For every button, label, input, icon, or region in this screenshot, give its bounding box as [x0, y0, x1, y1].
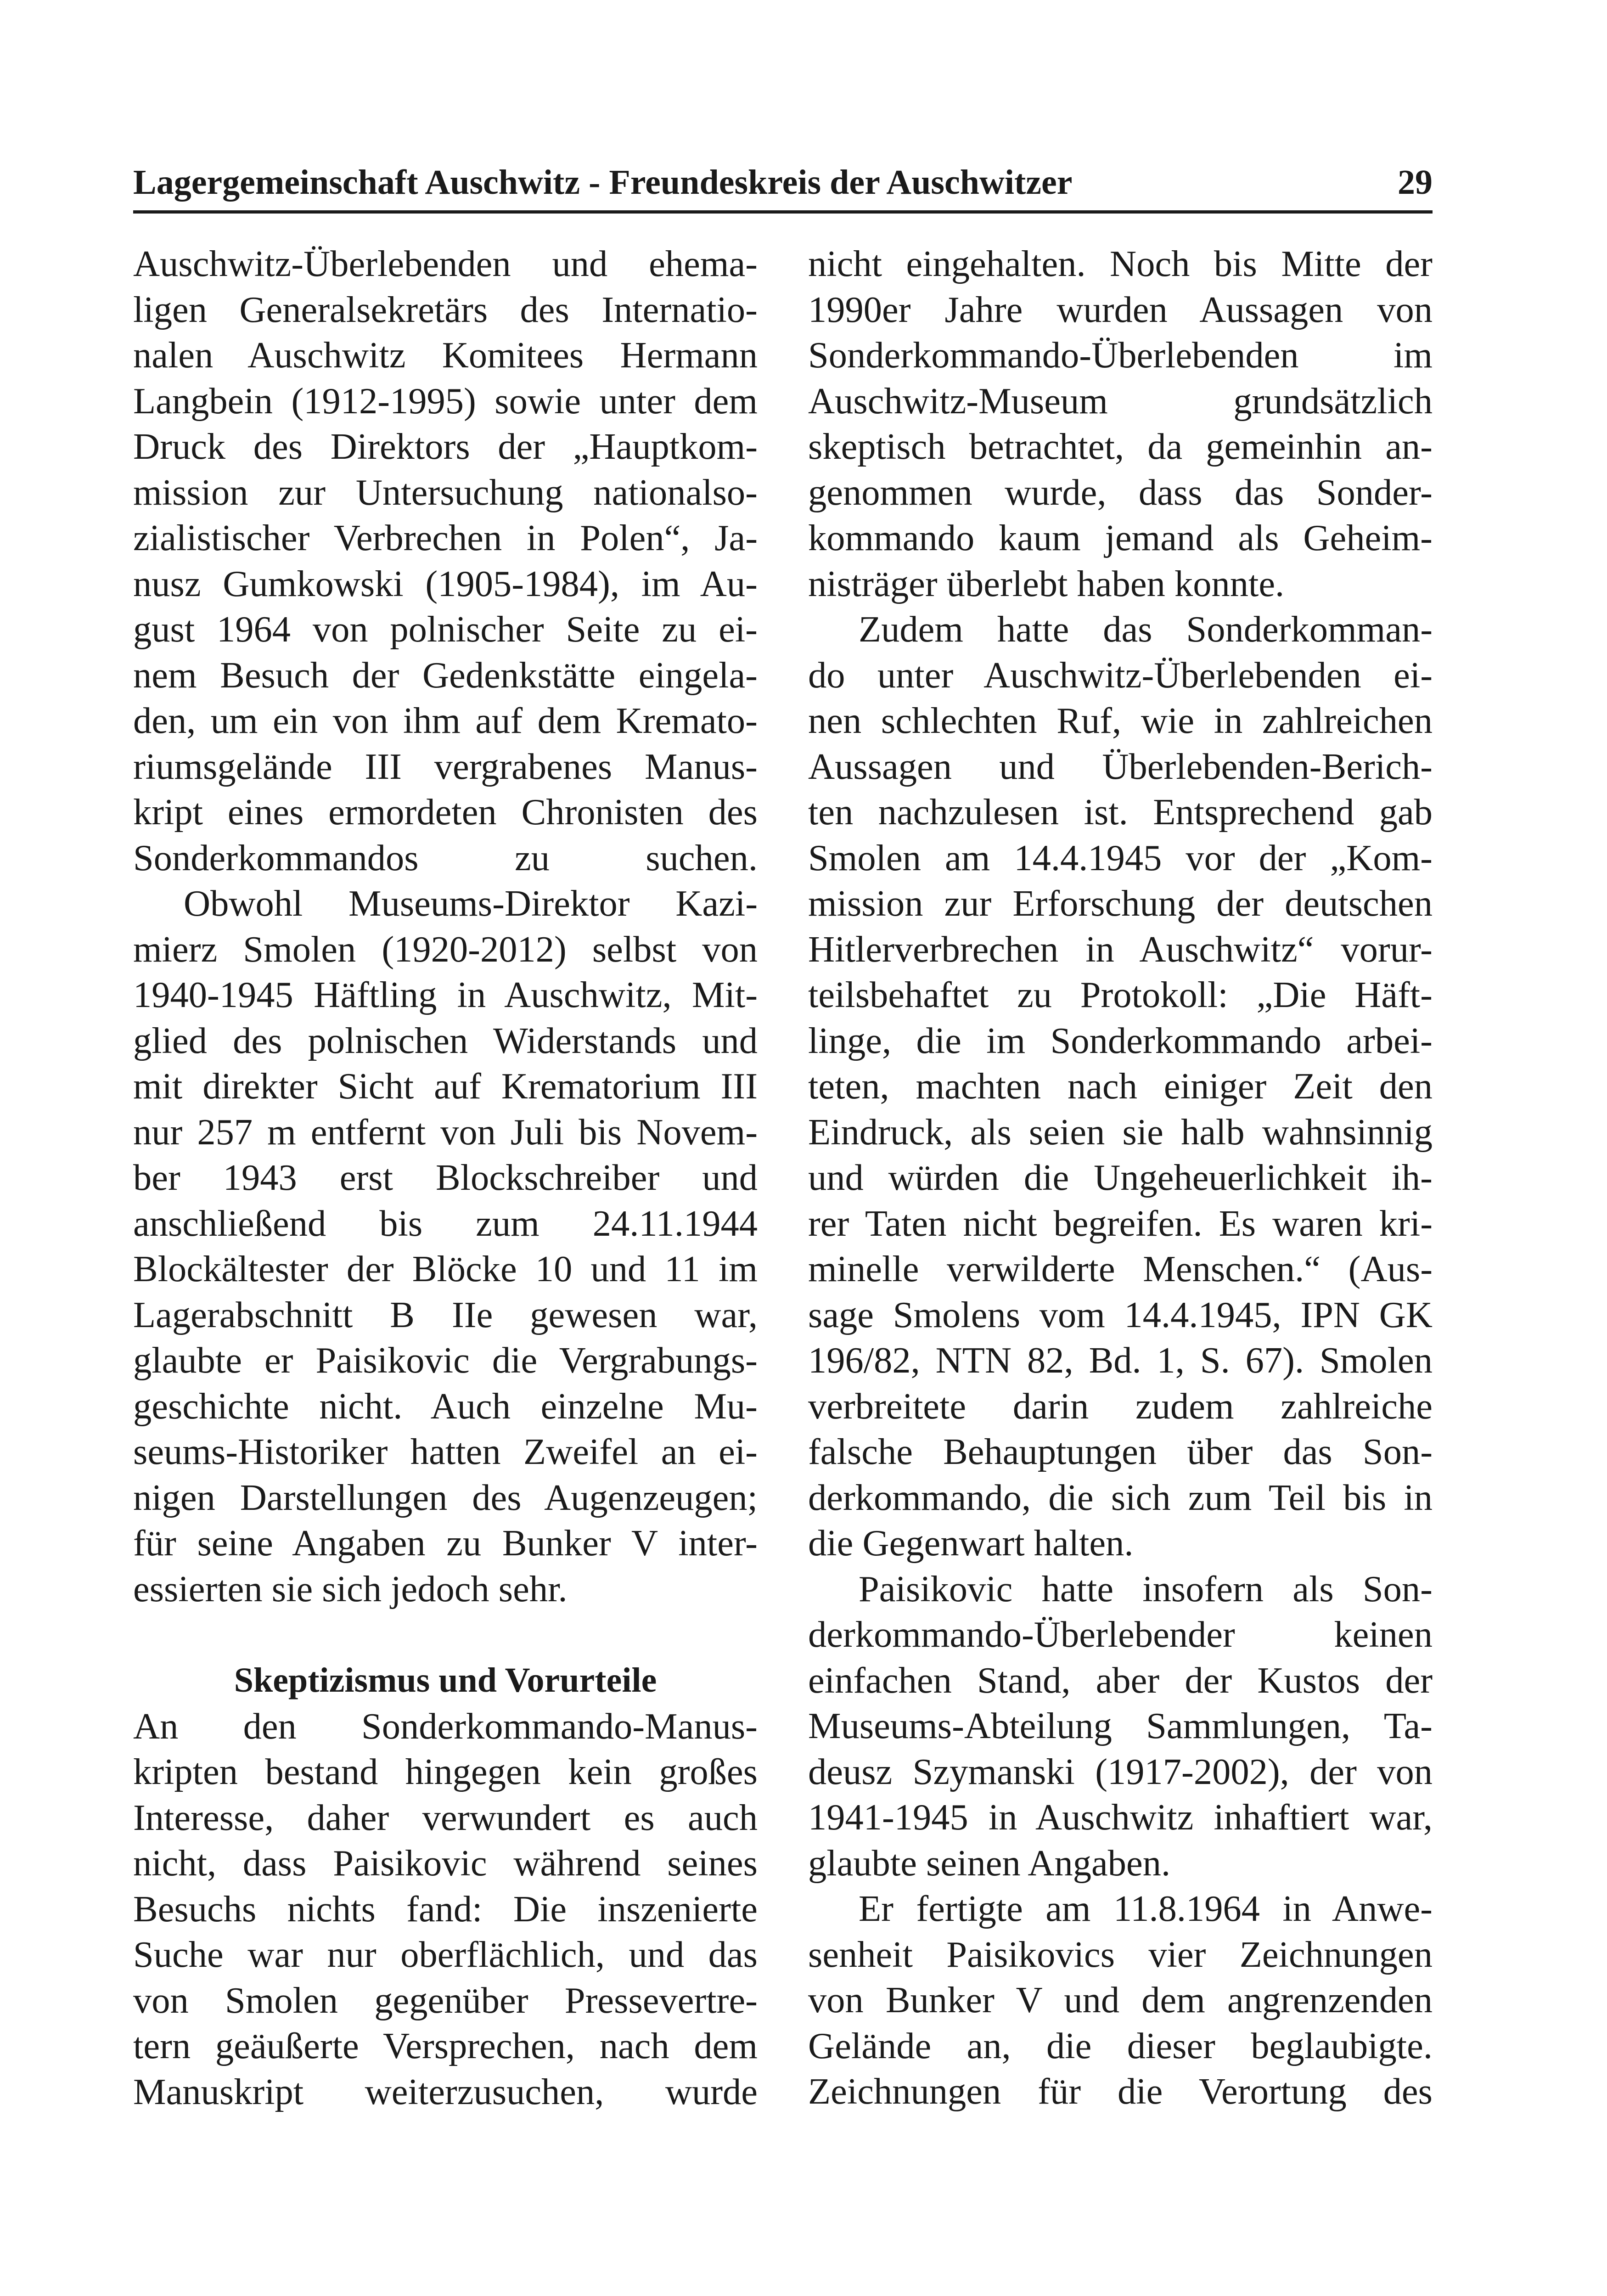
paragraph: [133, 881, 758, 1612]
paragraph: [808, 241, 1433, 607]
text-line: gust 1964 von polnischer Seite zu ei-: [133, 609, 758, 650]
text-line: 1990er Jahre wurden Aussagen von: [808, 289, 1433, 330]
text-line: Sonderkommando-Überlebenden im: [808, 335, 1433, 376]
text-line: riumsgelände III vergrabenes Manus-: [133, 746, 758, 787]
text-line: Auschwitz-Museum grundsätzlich: [808, 380, 1433, 422]
text-line: den, um ein von ihm auf dem Kremato-: [133, 700, 758, 741]
paragraph: [808, 1566, 1433, 1886]
text-line: geschichte nicht. Auch einzelne Mu-: [133, 1385, 758, 1427]
text-line: ten nachzulesen ist. Entsprechend gab: [808, 792, 1433, 833]
text-line: Sonderkommandos zu suchen.: [133, 837, 758, 878]
text-line: sage Smolens vom 14.4.1945, IPN GK: [808, 1294, 1433, 1335]
text-line: die Gegenwart halten.: [808, 1523, 1134, 1564]
text-line: teten, machten nach einiger Zeit den: [808, 1066, 1433, 1107]
text-line: Manuskript weiterzusuchen, wurde: [133, 2071, 758, 2112]
text-line: für seine Angaben zu Bunker V inter-: [133, 1523, 758, 1564]
paragraph: [133, 1704, 758, 2115]
text-line: Er fertigte am 11.8.1964 in Anwe-: [859, 1888, 1433, 1929]
text-line: nicht, dass Paisikovic während seines: [133, 1843, 758, 1884]
text-line: nigen Darstellungen des Augenzeugen;: [133, 1477, 758, 1518]
text-line: Lagerabschnitt B IIe gewesen war,: [133, 1294, 758, 1335]
text-line: Auschwitz-Überlebenden und ehema-: [133, 243, 758, 284]
text-line: senheit Paisikovics vier Zeichnungen: [808, 1934, 1433, 1975]
text-line: Suche war nur oberflächlich, und das: [133, 1934, 758, 1975]
right-column: [808, 241, 1433, 2115]
text-line: falsche Behauptungen über das Son-: [808, 1431, 1433, 1472]
text-line: tern geäußerte Versprechen, nach dem: [133, 2026, 758, 2066]
running-header: [133, 155, 1433, 214]
text-line: glied des polnischen Widerstands und: [133, 1020, 758, 1061]
text-line: do unter Auschwitz-Überlebenden ei-: [808, 654, 1433, 696]
text-line: kript eines ermordeten Chronisten des: [133, 792, 758, 833]
text-line: seums-Historiker hatten Zweifel an ei-: [133, 1431, 758, 1472]
text-line: rer Taten nicht begreifen. Es waren kri-: [808, 1203, 1433, 1244]
text-line: Langbein (1912-1995) sowie unter dem: [133, 380, 758, 422]
text-line: derkommando-Überlebender keinen: [808, 1614, 1433, 1655]
paragraph: [808, 1886, 1433, 2115]
text-line: Paisikovic hatte insofern als Son-: [859, 1568, 1433, 1609]
text-line: genommen wurde, dass das Sonder-: [808, 472, 1433, 513]
text-line: Zudem hatte das Sonderkomman-: [859, 609, 1433, 650]
text-line: kommando kaum jemand als Geheim-: [808, 518, 1433, 558]
text-line: einfachen Stand, aber der Kustos der: [808, 1660, 1433, 1701]
text-line: Blockältester der Blöcke 10 und 11 im: [133, 1249, 758, 1289]
text-line: von Bunker V und dem angrenzenden: [808, 1980, 1433, 2020]
text-line: nur 257 m entfernt von Juli bis Novem-: [133, 1111, 758, 1153]
text-line: mission zur Untersuchung nationalso-: [133, 472, 758, 513]
text-line: kripten bestand hingegen kein großes: [133, 1751, 758, 1792]
text-line: nen schlechten Ruf, wie in zahlreichen: [808, 700, 1433, 741]
text-line: ligen Generalsekretärs des Internatio-: [133, 289, 758, 330]
text-line: nisträger überlebt haben konnte.: [808, 563, 1285, 604]
paragraph: [133, 241, 758, 881]
text-line: Smolen am 14.4.1945 vor der „Kom-: [808, 837, 1433, 878]
text-line: Museums-Abteilung Sammlungen, Ta-: [808, 1705, 1433, 1746]
text-line: deusz Szymanski (1917-2002), der von: [808, 1751, 1433, 1792]
text-line: von Smolen gegenüber Pressevertre-: [133, 1980, 758, 2021]
text-line: verbreitete darin zudem zahlreiche: [808, 1385, 1433, 1427]
text-line: anschließend bis zum 24.11.1944: [133, 1203, 758, 1244]
text-line: nusz Gumkowski (1905-1984), im Au-: [133, 563, 758, 604]
section-heading: Skeptizismus und Vorurteile: [234, 1661, 657, 1699]
header-title: Lagergemeinschaft Auschwitz - Freundeskreis der Auschwitzer: [133, 163, 1073, 202]
text-line: teilsbehaftet zu Protokoll: „Die Häft-: [808, 974, 1433, 1015]
text-line: Aussagen und Überlebenden-Berich-: [808, 746, 1433, 787]
text-line: 1940-1945 Häftling in Auschwitz, Mit-: [133, 974, 758, 1015]
text-line: Eindruck, als seien sie halb wahnsinnig: [808, 1111, 1433, 1153]
page-number: 29: [1398, 163, 1433, 202]
text-line: Besuchs nichts fand: Die inszenierte: [133, 1888, 758, 1930]
text-line: skeptisch betrachtet, da gemeinhin an-: [808, 426, 1433, 467]
text-line: mierz Smolen (1920-2012) selbst von: [133, 929, 758, 970]
paragraph: [808, 607, 1433, 1566]
text-line: glaubte er Paisikovic die Vergrabungs-: [133, 1340, 758, 1381]
text-line: nalen Auschwitz Komitees Hermann: [133, 335, 758, 376]
text-line: minelle verwilderte Menschen.“ (Aus-: [808, 1249, 1433, 1289]
text-line: derkommando, die sich zum Teil bis in: [808, 1477, 1433, 1518]
text-line: Zeichnungen für die Verortung des: [808, 2071, 1433, 2112]
section-spacer: [133, 1612, 758, 1658]
text-line: nem Besuch der Gedenkstätte eingela-: [133, 654, 758, 696]
text-line: Druck des Direktors der „Hauptkom-: [133, 426, 758, 467]
text-line: An den Sonderkommando-Manus-: [133, 1705, 758, 1747]
text-line: 196/82, NTN 82, Bd. 1, S. 67). Smolen: [808, 1340, 1433, 1381]
left-column: [133, 241, 758, 2115]
text-line: zialistischer Verbrechen in Polen“, Ja-: [133, 518, 758, 558]
text-line: Hitlerverbrechen in Auschwitz“ vorur-: [808, 929, 1433, 970]
text-line: Interesse, daher verwundert es auch: [133, 1797, 758, 1838]
text-line: nicht eingehalten. Noch bis Mitte der: [808, 243, 1433, 284]
text-line: essierten sie sich jedoch sehr.: [133, 1568, 568, 1609]
text-line: mit direkter Sicht auf Krematorium III: [133, 1066, 758, 1107]
text-line: linge, die im Sonderkommando arbei-: [808, 1020, 1433, 1061]
text-line: ber 1943 erst Blockschreiber und: [133, 1157, 758, 1198]
text-line: und würden die Ungeheuerlichkeit ih-: [808, 1157, 1433, 1198]
text-line: Gelände an, die dieser beglaubigte.: [808, 2025, 1433, 2066]
text-line: Obwohl Museums-Direktor Kazi-: [184, 883, 758, 924]
text-line: 1941-1945 in Auschwitz inhaftiert war,: [808, 1797, 1433, 1838]
text-line: mission zur Erforschung der deutschen: [808, 883, 1433, 924]
text-line: glaubte seinen Angaben.: [808, 1842, 1171, 1884]
